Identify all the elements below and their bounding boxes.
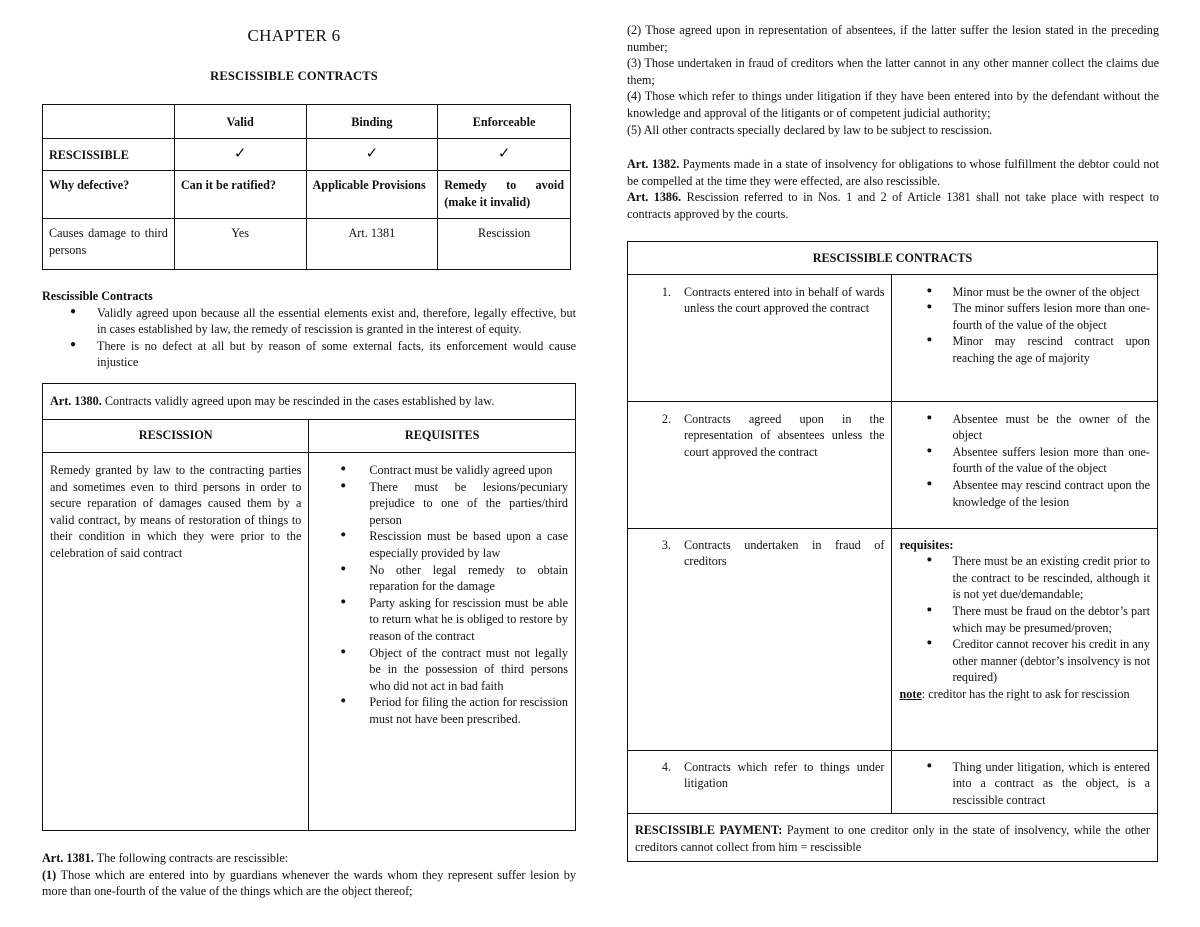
chapter-heading: CHAPTER 6 bbox=[247, 26, 341, 45]
points-list bbox=[926, 553, 1150, 686]
art1381-item-1 bbox=[42, 867, 576, 900]
rescission-definition: Remedy granted by law to the contracting parties and sometimes even to third persons in order to secure reparation of damages caused them by a valid contract, by means of restoration of things to their condition in which they were prior to the celebration of said contract bbox=[43, 453, 309, 831]
article-label: Art. 1381. bbox=[42, 851, 94, 866]
summary-rescissible-row bbox=[43, 139, 571, 171]
requisites-list bbox=[338, 462, 568, 728]
summary-row-label: RESCISSIBLE bbox=[43, 139, 175, 171]
contract-cell bbox=[628, 528, 892, 750]
payment-row bbox=[628, 814, 1158, 862]
list-item: ● There must be fraud on the debtor’s part which may be presumed/proven; bbox=[926, 603, 1150, 636]
art1381-item-4: (4) Those which refer to things under litigation if they have been entered into by the defendant without the knowledge and approval of the litigants or of competent judicial authority; bbox=[627, 89, 1159, 120]
requisites-cell bbox=[309, 453, 576, 831]
list-item: ● Minor may rescind contract upon reaching the age of majority bbox=[926, 333, 1150, 366]
summary-cell: Applicable Provisions bbox=[306, 171, 438, 219]
contract-text: Contracts agreed upon in the representation of absentees unless the court approved the contract bbox=[684, 411, 885, 459]
summary-header-cell: Enforceable bbox=[438, 105, 571, 139]
list-item: ● Thing under litigation, which is entered into a contract as the object, is a rescissible contract bbox=[926, 759, 1150, 809]
art1380-table bbox=[42, 383, 576, 831]
right-column bbox=[627, 22, 1159, 862]
list-item: ● Period for filing the action for rescission must not have been prescribed. bbox=[338, 694, 568, 727]
table-row bbox=[628, 528, 1158, 750]
article-label: Art. 1380. bbox=[50, 394, 102, 409]
article-text: Payments made in a state of insolvency for obligations to whose fulfillment the debtor could not be compelled at the time they were effected, are also rescissible. bbox=[627, 157, 1159, 188]
summary-cell: Can it be ratified? bbox=[174, 171, 306, 219]
points-list bbox=[926, 284, 1150, 367]
summary-cell: Causes damage to third persons bbox=[43, 219, 175, 270]
payment-label: RESCISSIBLE PAYMENT: bbox=[635, 823, 783, 838]
summary-answer-row bbox=[43, 219, 571, 270]
list-item: ● No other legal remedy to obtain reparation for the damage bbox=[338, 562, 568, 595]
article-text: Contracts validly agreed upon may be rescinded in the cases established by law. bbox=[101, 394, 495, 409]
check-mark: ✓ bbox=[306, 139, 438, 171]
list-item: ● The minor suffers lesion more than one-fourth of the value of the object bbox=[926, 300, 1150, 333]
contract-cell bbox=[628, 274, 892, 401]
list-item: ● Contract must be validly agreed upon bbox=[338, 462, 568, 479]
list-item: ● Party asking for rescission must be able to return what he is obliged to restore by reason of the contract bbox=[338, 595, 568, 645]
art1380-row bbox=[43, 384, 576, 420]
summary-cell: Remedy to avoid (make it invalid) bbox=[438, 171, 571, 219]
points-cell bbox=[892, 528, 1158, 750]
check-mark: ✓ bbox=[438, 139, 571, 171]
row-number: 3. bbox=[661, 537, 671, 552]
note-text: : creditor has the right to ask for rescission bbox=[921, 686, 1130, 701]
list-item: ● Absentee must be the owner of the object bbox=[926, 411, 1150, 444]
item-number: (1) bbox=[42, 867, 57, 882]
art1382 bbox=[627, 156, 1159, 189]
check-mark: ✓ bbox=[174, 139, 306, 171]
table-row bbox=[628, 750, 1158, 814]
art1381-item-3: (3) Those undertaken in fraud of creditors when the latter cannot in any other manner collect the claims due them; bbox=[627, 56, 1159, 87]
summary-cell: Why defective? bbox=[43, 171, 175, 219]
list-item: ● There must be an existing credit prior to the contract to be rescinded, although it is not yet due/demandable; bbox=[926, 553, 1150, 603]
article-label: Art. 1382. bbox=[627, 157, 680, 172]
chapter-subtitle: RESCISSIBLE CONTRACTS bbox=[210, 69, 378, 84]
art1380-cell bbox=[43, 384, 576, 420]
table-title-row bbox=[628, 241, 1158, 274]
summary-header-cell: Binding bbox=[306, 105, 438, 139]
summary-cell: Yes bbox=[174, 219, 306, 270]
article-text: The following contracts are rescissible: bbox=[93, 851, 289, 866]
list-item: ● Rescission must be based upon a case especially provided by law bbox=[338, 528, 568, 561]
summary-cell: Art. 1381 bbox=[306, 219, 438, 270]
list-item: ● Object of the contract must not legally be in the possession of third persons who did not act in bad faith bbox=[338, 645, 568, 695]
table-row bbox=[628, 274, 1158, 401]
points-list bbox=[926, 411, 1150, 511]
row-number: 2. bbox=[661, 411, 671, 426]
list-item: ● There is no defect at all but by reason of some external facts, its enforcement would cause injustice bbox=[70, 338, 576, 371]
contract-text: Contracts which refer to things under litigation bbox=[684, 759, 885, 791]
left-column bbox=[42, 22, 576, 900]
article-label: Art. 1386. bbox=[627, 190, 682, 205]
contract-text: Contracts undertaken in fraud of creditors bbox=[684, 537, 885, 569]
summary-header-row bbox=[43, 105, 571, 139]
art1380-header-row bbox=[43, 420, 576, 453]
list-item: ● Absentee may rescind contract upon the knowledge of the lesion bbox=[926, 477, 1150, 510]
art1386 bbox=[627, 189, 1159, 222]
art1380-body-row bbox=[43, 453, 576, 831]
list-item: ● Creditor cannot recover his credit in any other manner (debtor’s insolvency is not required) bbox=[926, 636, 1150, 686]
section-title: Rescissible Contracts bbox=[42, 289, 153, 304]
note-label: note bbox=[899, 686, 922, 701]
contract-text: Contracts entered into in behalf of wards unless the court approved the contract bbox=[684, 284, 885, 316]
art1381-intro bbox=[42, 850, 576, 867]
summary-header-cell: Valid bbox=[174, 105, 306, 139]
list-item: ● Minor must be the owner of the object bbox=[926, 284, 1150, 301]
payment-cell bbox=[628, 814, 1158, 862]
summary-header-cell bbox=[43, 105, 175, 139]
note bbox=[899, 686, 1150, 703]
contract-cell bbox=[628, 401, 892, 528]
points-cell bbox=[892, 401, 1158, 528]
points-cell bbox=[892, 274, 1158, 401]
requisites-label: requisites: bbox=[899, 537, 954, 552]
summary-question-row bbox=[43, 171, 571, 219]
article-text: Rescission referred to in Nos. 1 and 2 of Article 1381 shall not take place with respect to contracts approved by the courts. bbox=[627, 190, 1159, 221]
item-text: Those which are entered into by guardians whenever the wards whom they represent suffer lesion by more than one-fourth of the value of the things which are the object thereof; bbox=[42, 867, 576, 899]
rescissible-contracts-table bbox=[627, 241, 1158, 863]
summary-cell: Rescission bbox=[438, 219, 571, 270]
points-list bbox=[926, 759, 1150, 809]
contract-cell bbox=[628, 750, 892, 814]
requisites-header: REQUISITES bbox=[309, 420, 576, 453]
row-number: 1. bbox=[661, 284, 671, 299]
list-item: ● Absentee suffers lesion more than one-fourth of the value of the object bbox=[926, 444, 1150, 477]
points-cell bbox=[892, 750, 1158, 814]
payment-text: Payment to one creditor only in the state of insolvency, while the other creditors cannot collect from him = rescissible bbox=[635, 823, 1150, 854]
table-title: RESCISSIBLE CONTRACTS bbox=[628, 241, 1158, 274]
rescissible-contracts-list bbox=[70, 305, 576, 371]
rescission-header: RESCISSION bbox=[43, 420, 309, 453]
table-row bbox=[628, 401, 1158, 528]
row-number: 4. bbox=[661, 759, 671, 774]
art1381-item-2: (2) Those agreed upon in representation of absentees, if the latter suffer the lesion stated in the preceding number; bbox=[627, 23, 1159, 54]
list-item: ● Validly agreed upon because all the essential elements exist and, therefore, legally effective, but in cases established by law, the remedy of rescission is granted in the interest of equity. bbox=[70, 305, 576, 338]
list-item: ● There must be lesions/pecuniary prejudice to one of the parties/third person bbox=[338, 479, 568, 529]
art1381-item-5: (5) All other contracts specially declared by law to be subject to rescission. bbox=[627, 122, 993, 137]
summary-table bbox=[42, 104, 571, 270]
